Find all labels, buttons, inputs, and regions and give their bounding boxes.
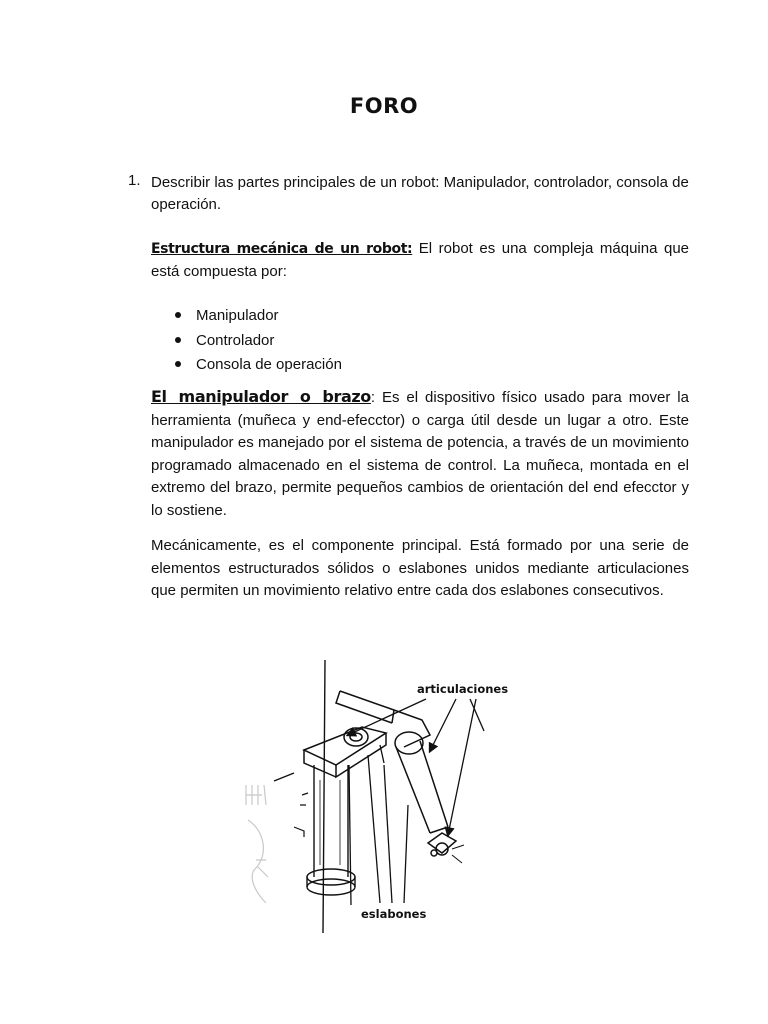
parts-list: [175, 305, 342, 379]
structure-text: El robot es una compleja máquina que está compuesta por:: [151, 240, 689, 280]
list-item-label: Controlador: [196, 331, 275, 349]
list-item-label: Consola de operación: [196, 356, 342, 373]
list-item: [175, 354, 342, 379]
page-title: FORO: [349, 94, 419, 118]
robot-arm-figure: [244, 655, 518, 935]
manipulator-text: : Es el dispositivo físico usado para mover la herramienta (muñeca y end-efecctor) o carga útil desde un lugar a otro. Este manipulador es manejado por el sistema de potencia, a través de un movimiento programado almacenado en el sistema de control. La muñeca, montada en el extremo del brazo, permite pequeños cambios de orientación del end efecctor y lo sostiene.: [151, 389, 689, 519]
paragraph-manipulator: [151, 386, 689, 522]
bullet-icon: [175, 312, 181, 318]
robot-arm-diagram-icon: [244, 655, 518, 935]
list-item: [175, 330, 342, 355]
paragraph-structure: [151, 238, 689, 283]
list-item-label: Manipulador: [196, 307, 279, 324]
paragraph-mechanics: Mecánicamente, es el componente principal. Está formado por una serie de elementos estructurados sólidos o eslabones unidos mediante articulaciones que permiten un movimiento relativo entre cada dos eslabones consecutivos.: [151, 537, 689, 599]
structure-heading: Estructura mecánica de un robot:: [151, 241, 413, 257]
list-item: [175, 305, 342, 330]
question-number: 1.: [128, 172, 141, 189]
manipulator-heading: El manipulador o brazo: [151, 387, 371, 406]
bullet-icon: [175, 337, 181, 343]
question-text: Describir las partes principales de un robot: Manipulador, controlador, consola de operación.: [151, 174, 689, 213]
bullet-icon: [175, 361, 181, 367]
figure-label-joints: articulaciones: [417, 682, 509, 696]
figure-label-links: eslabones: [361, 907, 427, 921]
